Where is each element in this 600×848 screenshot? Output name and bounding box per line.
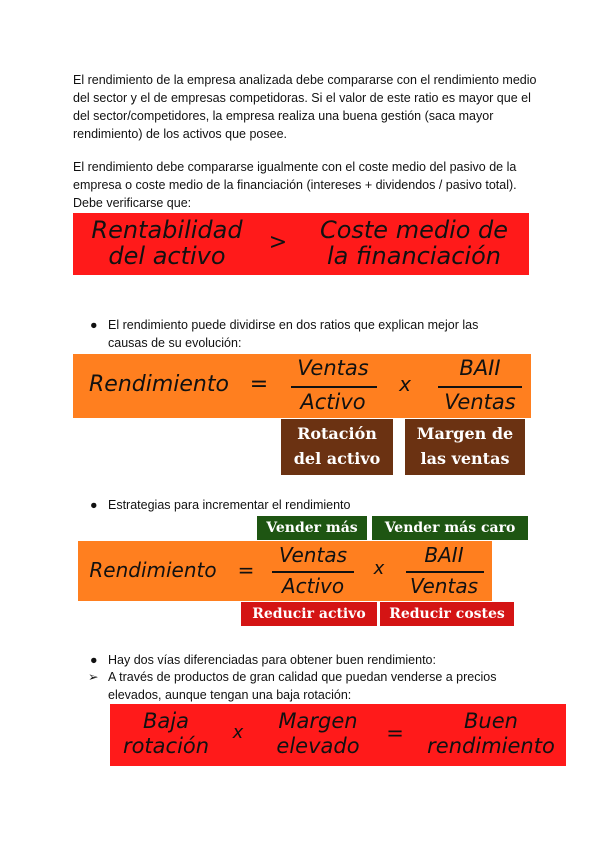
formula-2-numerator-2: BAII xyxy=(459,356,501,380)
formula-1-left xyxy=(81,217,253,269)
tag-reducir-costes: Reducir costes xyxy=(380,602,514,626)
formula-3-times: x xyxy=(373,558,385,579)
formula-2-numerator-1: Ventas xyxy=(297,356,369,380)
formula-2-fraction-bar-1 xyxy=(291,386,377,388)
tag-rotacion-del-activo xyxy=(281,419,393,475)
tag-margen-de-las-ventas xyxy=(405,419,525,475)
formula-4-term-a xyxy=(110,709,222,759)
formula-4-b-line2: elevado xyxy=(276,734,360,758)
formula-4-times: x xyxy=(232,722,244,743)
formula-3-denominator-1: Activo xyxy=(281,574,345,598)
formula-1-right xyxy=(301,217,527,269)
formula-1-left-line1: Rentabilidad xyxy=(91,216,243,244)
formula-2-denominator-2: Ventas xyxy=(444,390,516,414)
formula-3-numerator-2: BAII xyxy=(424,543,464,567)
formula-4-term-b xyxy=(258,709,378,759)
tag-vender-mas-caro: Vender más caro xyxy=(372,516,528,540)
tag-margen-line2: las ventas xyxy=(420,449,510,468)
intro-paragraph-2: El rendimiento debe compararse igualmente con el coste medio del pasivo de la empresa o coste medio de la financiación (intereses + dividendos / pasivo total). Debe verificarse que: xyxy=(73,160,517,210)
formula-4-box xyxy=(110,704,566,766)
formula-1-right-line1: Coste medio de xyxy=(319,216,509,244)
formula-3-denominator-2: Ventas xyxy=(409,574,478,598)
formula-2-fraction-bar-2 xyxy=(438,386,522,388)
formula-4-a-line1: Baja xyxy=(143,709,189,733)
bullet-3-text: Hay dos vías diferenciadas para obtener buen rendimiento: xyxy=(108,653,436,667)
bullet-1-glyph: ● xyxy=(90,318,98,332)
sub-bullet-text: A través de productos de gran calidad que puedan venderse a precios elevados, aunque tengan una baja rotación: xyxy=(108,670,497,702)
sub-bullet-arrow-glyph: ➢ xyxy=(88,670,99,684)
bullet-2-glyph: ● xyxy=(90,498,98,512)
tag-rotacion-line1: Rotación xyxy=(297,424,377,443)
intro-paragraph-1: El rendimiento de la empresa analizada debe compararse con el rendimiento medio del sector y el de empresas competidoras. Si el valor de este ratio es mayor que el del sector/competidores, la empresa realiza una buena gestión (saca mayor rendimiento) de los activos que posee. xyxy=(73,73,537,141)
formula-2-box xyxy=(73,354,531,418)
bullet-1-text: El rendimiento puede dividirse en dos ratios que explican mejor las causas de su evolución: xyxy=(108,318,479,350)
formula-1-right-line2: la financiación xyxy=(327,242,501,270)
formula-3-equals: = xyxy=(237,558,255,582)
formula-2-times: x xyxy=(399,372,411,396)
tag-rotacion-line2: del activo xyxy=(293,449,381,468)
formula-4-b-line1: Margen xyxy=(278,709,358,733)
formula-3-fraction-bar-1 xyxy=(272,571,354,573)
formula-3-label: Rendimiento xyxy=(89,558,217,582)
formula-4-a-line2: rotación xyxy=(122,734,210,758)
formula-4-c-line1: Buen xyxy=(464,709,518,733)
formula-4-term-c xyxy=(418,709,564,759)
tag-reducir-activo: Reducir activo xyxy=(241,602,377,626)
tag-margen-line1: Margen de xyxy=(416,424,514,443)
tag-vender-mas: Vender más xyxy=(257,516,367,540)
formula-3-numerator-1: Ventas xyxy=(278,543,347,567)
bullet-2-text: Estrategias para incrementar el rendimiento xyxy=(108,498,351,512)
bullet-3-glyph: ● xyxy=(90,653,98,667)
formula-3-fraction-bar-2 xyxy=(406,571,484,573)
formula-1-left-line2: del activo xyxy=(108,242,226,270)
formula-1-box xyxy=(73,213,529,275)
formula-2-equals: = xyxy=(249,372,269,397)
formula-2-label: Rendimiento xyxy=(89,372,229,397)
formula-3-box xyxy=(78,541,492,601)
formula-4-equals: = xyxy=(386,721,404,745)
formula-2-denominator-1: Activo xyxy=(300,390,366,414)
formula-1-operator: > xyxy=(268,230,288,255)
formula-4-c-line2: rendimiento xyxy=(427,734,555,758)
